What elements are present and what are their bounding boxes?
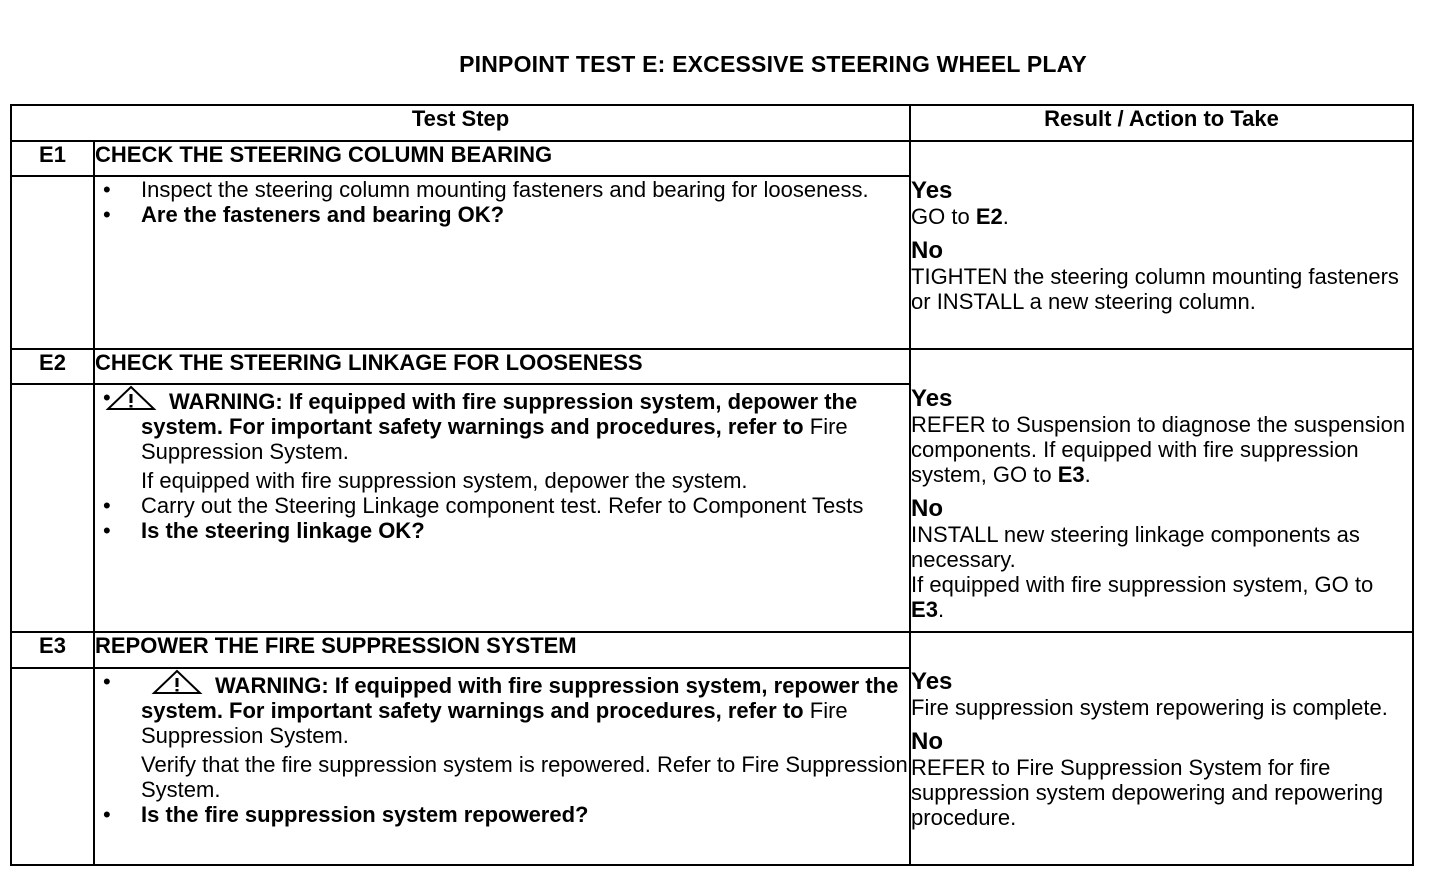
warning-followup: If equipped with fire suppression system, depower the system. [141,467,748,493]
list-item: • Are the fasteners and bearing OK? [103,202,505,228]
yes-action: GO to E2. [911,204,1009,230]
yes-label: Yes [911,177,953,205]
step-e1-body [94,176,910,348]
yes-action: Fire suppression system repowering is complete. [911,695,1388,721]
yes-label: Yes [911,384,953,412]
table-header-row [11,105,1413,141]
step-e3-result [910,632,1413,865]
list-item: • Inspect the steering column mounting fasteners and bearing for looseness. [103,177,869,203]
yes-label: Yes [911,668,953,696]
step-e2-body [94,384,910,633]
no-action: TIGHTEN the steering column mounting fasteners or INSTALL a new steering column. [911,264,1399,315]
no-action-extra: If equipped with fire suppression system, GO to E3. [911,571,1374,622]
step-id: E1 [11,141,94,176]
step-e3-title-row [11,632,1413,667]
list-item: • Is the steering linkage OK? [103,517,425,543]
warning-triangle-icon [151,669,203,695]
step-e1-result [910,141,1413,348]
step-id: E2 [11,349,94,384]
step-e3-body [94,668,910,865]
page-title: PINPOINT TEST E: EXCESSIVE STEERING WHEEL PLAY [459,51,1087,77]
step-id: E3 [11,632,94,667]
no-action: REFER to Fire Suppression System for fire suppression system depowering and repowering procedure. [911,755,1384,831]
step-title: CHECK THE STEERING LINKAGE FOR LOOSENESS [94,349,910,384]
step-e1-title-row [11,141,1413,176]
step-e2-result [910,349,1413,633]
no-action: INSTALL new steering linkage components as necessary. [911,521,1360,572]
no-label: No [911,494,944,522]
step-e2-title-row [11,349,1413,384]
pinpoint-test-table [10,104,1414,866]
yes-action: REFER to Suspension to diagnose the suspension components. If equipped with fire suppression system, GO to E3. [911,411,1406,487]
warning-item: • WARNING: If equipped with fire suppression system, repower the system. For important safety warnings and procedures, refer to Fire Suppression System. [103,668,899,748]
no-label: No [911,237,944,265]
test-step-header: Test Step [11,105,910,141]
list-item: • Is the fire suppression system repowered? [103,801,589,827]
result-header: Result / Action to Take [910,105,1413,141]
list-item: • Carry out the Steering Linkage component test. Refer to Component Tests [103,492,864,518]
warning-item: • WARNING: If equipped with fire suppression system, depower the system. For important safety warnings and procedures, refer to Fire Suppression System. [103,384,858,464]
step-title: CHECK THE STEERING COLUMN BEARING [94,141,910,176]
step-title: REPOWER THE FIRE SUPPRESSION SYSTEM [94,632,910,667]
warning-followup: Verify that the fire suppression system is repowered. Refer to Fire Suppression System. [141,751,908,802]
no-label: No [911,728,944,756]
warning-triangle-icon [105,385,157,411]
